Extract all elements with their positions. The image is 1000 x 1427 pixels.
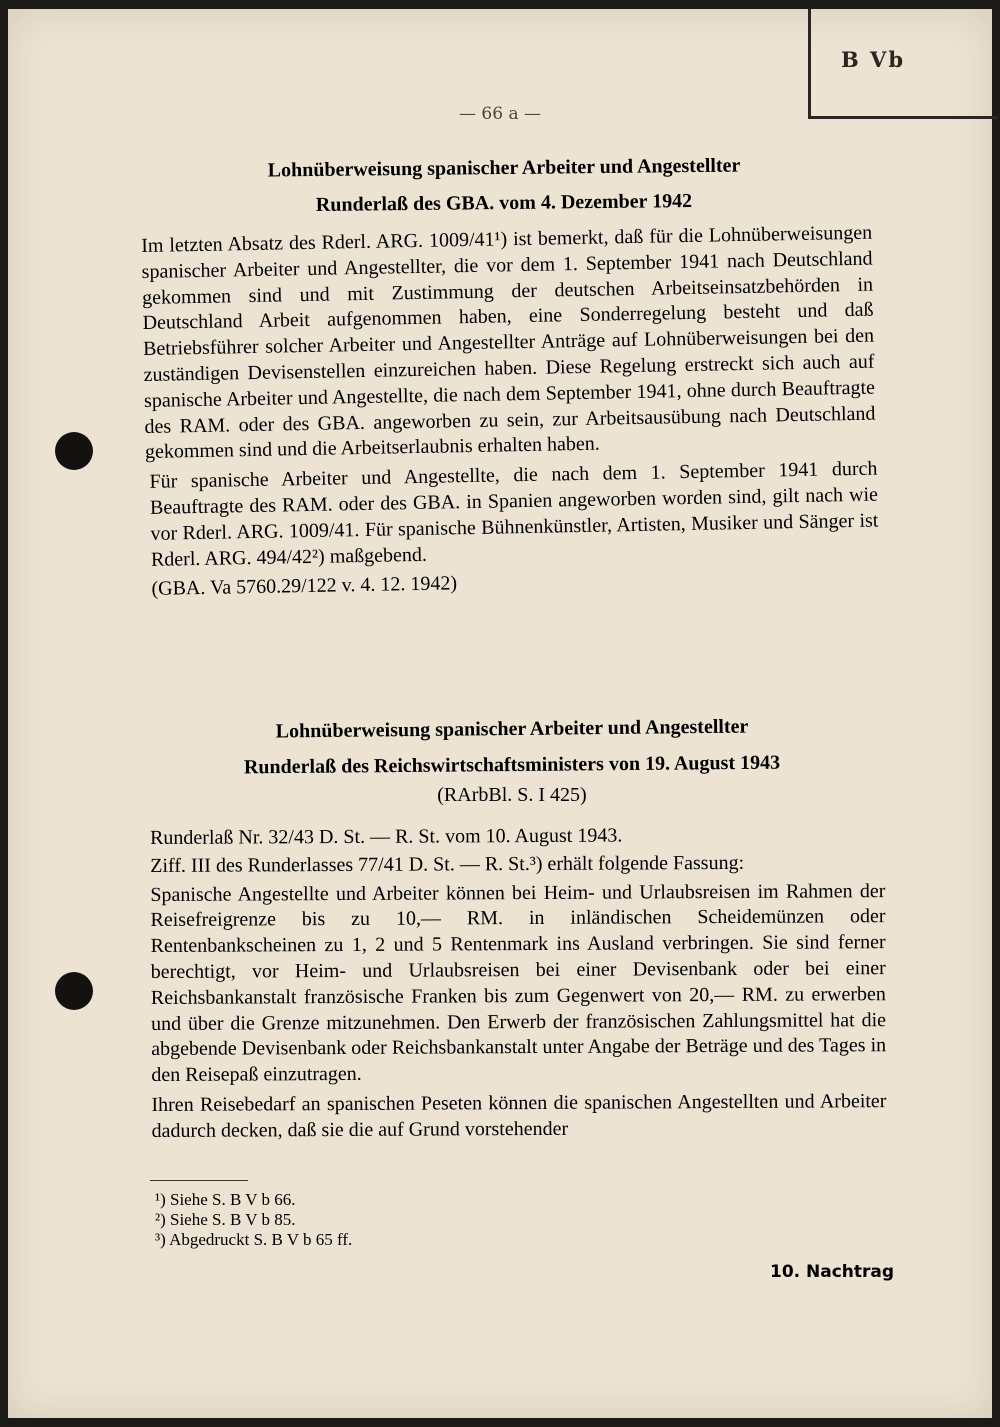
section2-title: Lohnüberweisung spanischer Arbeiter und Angestellter (275, 715, 749, 743)
supplement-label: 10. Nachtrag (770, 1262, 895, 1282)
section1-paragraph-2: Für spanische Arbeiter und Angestellte, die nach dem 1. September 1941 durch Beauftragte des RAM. oder des GBA. in Spanien angeworben worden sind, gilt nach wie vor Rderl. ARG. 1009/41. Für spanische Bühnenkünstler, Artisten, Musiker und Sänger ist Rderl. ARG. 494/42²) maßgebend. (149, 457, 879, 571)
section1-paragraph-1: Im letzten Absatz des Rderl. ARG. 1009/41¹) ist bemerkt, daß für die Lohnüberweisungen spanischer Arbeiter und Angestellter, die vor dem 1. September 1941 nach Deutschland gekommen sind und mit Zustimmung der deutschen Arbeitseinsatzbehörden in Deutschland Arbeit aufgenommen haben, eine Sonderregelung besteht und daß Betriebsführer solcher Arbeiter und Angestellter Anträge auf Lohnüberweisungen bei den zuständigen Devisenstellen einzureichen haben. Diese Regelung erstreckt sich auch auf spanische Arbeiter und Angestellte, die nach dem September 1941, ohne durch Beauftragte des RAM. oder des GBA. angeworben zu sein, zur Arbeitsausübung nach Deutschland gekommen sind und die Arbeitserlaubnis erhalten haben. (141, 221, 876, 464)
section2-line-1: Runderlaß Nr. 32/43 D. St. — R. St. vom 10. August 1943. (150, 824, 623, 849)
footnote-divider (150, 1180, 248, 1181)
footnote-2: ²) Siehe S. B V b 85. (155, 1210, 296, 1229)
section2-paragraph-2: Ihren Reisebedarf an spanischen Peseten können die spanischen Angestellten und Arbeiter dadurch decken, daß sie die auf Grund vorstehender (151, 1090, 887, 1142)
footnote-1: ¹) Siehe S. B V b 66. (155, 1190, 296, 1209)
section2-line-2: Ziff. III des Runderlasses 77/41 D. St. — R. St.³) erhält folgende Fassung: (150, 851, 745, 877)
footnotes (155, 1190, 352, 1250)
section2-subtitle: Runderlaß des Reichswirtschaftsministers von 19. August 1943 (243, 751, 781, 779)
section1-body (141, 221, 879, 603)
footnote-3: ³) Abgedruckt S. B V b 65 ff. (155, 1230, 353, 1249)
register-tab (808, 9, 998, 119)
section1-reference: (GBA. Va 5760.29/122 v. 4. 12. 1942) (151, 572, 458, 601)
page-number: — 66 a — (459, 104, 541, 124)
punch-hole-top (55, 432, 93, 470)
section2-source: (RArbBl. S. I 425) (437, 784, 587, 806)
punch-hole-bottom (55, 972, 93, 1010)
register-tab-label: B Vb (841, 47, 906, 72)
section1-title: Lohnüberweisung spanischer Arbeiter und Angestellter (267, 154, 741, 182)
section2-paragraph-1: Spanische Angestellte und Arbeiter können bei Heim- und Urlaubsreisen im Rahmen der Reisefreigrenze bis zu 10,— RM. in inländischen Scheidemünzen oder Rentenbankscheinen zu 1, 2 und 5 Rentenmark ins Ausland verbringen. Sie sind ferner berechtigt, vor Heim- und Urlaubsreisen bei einer Devisenbank oder bei einer Reichsbankanstalt französische Franken bis zum Gegenwert von 20,— RM. zu erwerben und über die Grenze mitzunehmen. Den Erwerb der französischen Zahlungsmittel hat die abgebende Devisenbank oder Reichsbankanstalt unter Angabe der Beträge und des Tages in den Reisepaß einzutragen. (150, 879, 887, 1087)
section1-subtitle: Runderlaß des GBA. vom 4. Dezember 1942 (315, 190, 693, 216)
section2-body (150, 822, 887, 1144)
